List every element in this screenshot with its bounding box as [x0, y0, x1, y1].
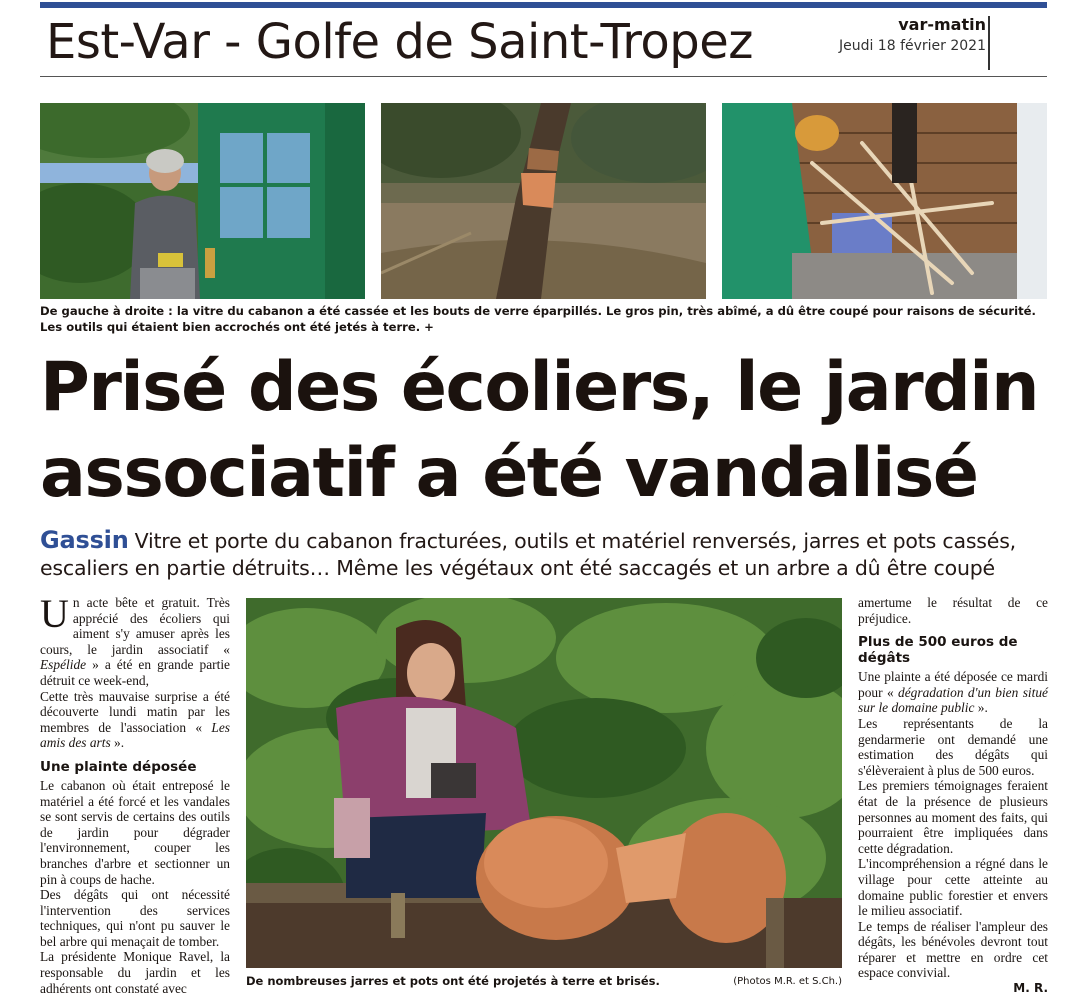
article-paragraph: Les représentants de la gendarmerie ont demandé une estimation des dégâts qui s'élèveraient à plus de 500 euros. — [858, 715, 1048, 778]
subheading: Une plainte déposée — [40, 758, 197, 775]
main-caption-text: De nombreuses jarres et pots ont été projetés à terre et brisés. — [246, 974, 660, 988]
headline: Prisé des écoliers, le jardin associatif a été vandalisé — [40, 348, 1039, 513]
article-paragraph: Le cabanon où était entreposé le matériel a été forcé et les vandales se sont servis de certains des outils de jardin pour dégrader l'environnement, couper les branches d'arbre et sectionner un pin à coups de hache. — [40, 777, 230, 887]
masthead-divider — [988, 16, 990, 70]
article-paragraph: L'incompréhension a régné dans le village pour cette atteinte au domaine public forestier et envers le milieu associatif. — [858, 856, 1048, 919]
lead-paragraph — [40, 527, 1050, 582]
top-accent-bar — [40, 2, 1047, 8]
article-paragraph: Une plainte a été déposée ce mardi pour « dégradation d'un bien situé sur le domaine public ». — [858, 669, 1048, 716]
photo-credit: (Photos M.R. et S.Ch.) — [733, 976, 842, 987]
thrown-tools-in-shed-photo — [722, 103, 1047, 299]
article-paragraph: Les premiers témoignages feraient état de la présence de plusieurs personnes au moment des faits, qui pourraient être impliquées dans cette dégradation. — [858, 778, 1048, 856]
article-paragraph: Cette très mauvaise surprise a été découverte lundi matin par les membres de l'association « Les amis des arts ». — [40, 688, 230, 751]
issue-date: Jeudi 18 février 2021 — [838, 38, 986, 54]
main-photo-caption — [246, 974, 842, 988]
article-paragraph: amertume le résultat de ce préjudice. — [858, 595, 1048, 626]
article-column-right — [858, 595, 1048, 997]
top-photos-caption: De gauche à droite : la vitre du cabanon a été cassée et les bouts de verre éparpillés. Le gros pin, très abîmé, a dû être coupé pour raisons de sécurité. Les outils qui étaient bien accrochés ont été jetés à terre. + — [40, 304, 1036, 334]
lead-text: Vitre et porte du cabanon fracturées, outils et matériel renversés, jarres et pots cassés, escaliers en partie détruits… Même les végétaux ont été saccagés et un arbre a dû être coupé — [40, 529, 1016, 580]
header-rule — [40, 76, 1047, 77]
article-paragraph: Le temps de réaliser l'ampleur des dégâts, les bénévoles devront tout réparer et mettre en ordre cet espace convivial. — [858, 918, 1048, 981]
article-paragraph: Des dégâts qui ont nécessité l'intervention des services techniques, qui n'ont pu sauver le bel arbre qui menaçait de tomber. — [40, 887, 230, 949]
damaged-pine-trunk-photo — [381, 103, 706, 299]
article-paragraph: Un acte bête et gratuit. Très apprécié des écoliers qui aiment s'y amuser après les cours, le jardin associatif « Espélide » a été en grande partie détruit ce week-end, — [40, 591, 230, 688]
man-at-cabin-door-photo — [40, 103, 365, 299]
dateline-place: Gassin — [40, 526, 129, 554]
brand-name: var-matin — [898, 15, 986, 34]
article-column-left — [40, 591, 230, 996]
drop-cap: U — [40, 591, 69, 636]
woman-with-broken-jars-photo — [246, 598, 842, 968]
subheading: Plus de 500 euros de dégâts — [858, 634, 1018, 667]
author-signature: M. R. — [1013, 981, 1048, 996]
article-paragraph: La présidente Monique Ravel, la responsable du jardin et les adhérents ont constaté avec — [40, 949, 230, 996]
masthead — [839, 14, 986, 56]
section-title: Est-Var - Golfe de Saint-Tropez — [46, 14, 753, 70]
